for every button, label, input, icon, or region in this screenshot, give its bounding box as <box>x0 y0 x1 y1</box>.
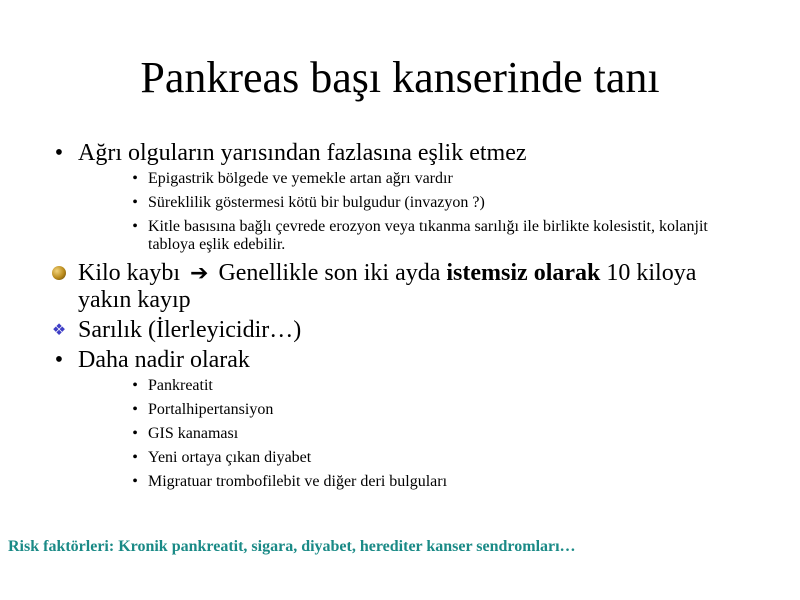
subbullet-dot-icon: • <box>132 194 138 211</box>
bullet-jaundice-text: Sarılık (İlerleyicidir…) <box>78 317 302 343</box>
bullet-rare <box>0 347 800 373</box>
bullet-jaundice <box>0 317 800 343</box>
subbullet-dot-icon: • <box>132 170 138 187</box>
bullet-dot-icon: • <box>54 347 64 373</box>
subbullet-dot-icon: • <box>132 425 138 442</box>
weight-loss-suffix: 10 kiloya yakın kayıp <box>78 260 697 313</box>
subbullet-text: Epigastrik bölgede ve yemekle artan ağrı vardır <box>148 170 453 187</box>
bullet-weight-loss <box>0 260 800 313</box>
subbullet-pain-1 <box>0 170 800 188</box>
subbullet-dot-icon: • <box>132 449 138 466</box>
bullet-rare-text: Daha nadir olarak <box>78 347 250 373</box>
weight-loss-bold: istemsiz olarak <box>446 260 601 286</box>
slide-title: Pankreas başı kanserinde tanı <box>140 53 660 102</box>
subbullet-rare-5 <box>0 473 800 491</box>
subbullet-dot-icon: • <box>132 473 138 490</box>
subbullet-rare-1 <box>0 377 800 395</box>
subbullet-text: GIS kanaması <box>148 425 239 442</box>
subbullet-text: Migratuar trombofilebit ve diğer deri bulguları <box>148 473 448 490</box>
subbullet-rare-4 <box>0 449 800 467</box>
slide-content <box>0 140 800 497</box>
subbullet-dot-icon: • <box>132 401 138 418</box>
subbullet-rare-2 <box>0 401 800 419</box>
subbullet-dot-icon: • <box>132 377 138 394</box>
subbullet-text: Yeni ortaya çıkan diyabet <box>148 449 312 466</box>
bullet-pain <box>0 140 800 166</box>
subbullet-pain-3 <box>0 218 800 254</box>
right-arrow-icon: ➔ <box>190 261 209 286</box>
subbullet-text: Pankreatit <box>148 377 213 394</box>
bullet-pain-text: Ağrı olguların yarısından fazlasına eşlik etmez <box>78 140 527 166</box>
bullet-dot-icon: • <box>54 140 64 166</box>
subbullet-text: Portalhipertansiyon <box>148 401 274 418</box>
subbullet-rare-3 <box>0 425 800 443</box>
weight-loss-prefix: Kilo kaybı <box>78 260 180 286</box>
subbullet-text: Süreklilik göstermesi kötü bir bulgudur (invazyon ?) <box>148 194 485 211</box>
diamond-bullet-icon: ❖ <box>51 320 67 339</box>
subbullet-dot-icon: • <box>132 218 138 235</box>
gold-orb-bullet-icon <box>48 260 70 286</box>
weight-loss-after-arrow: Genellikle son iki ayda <box>218 260 441 286</box>
risk-factors-note: Risk faktörleri: Kronik pankreatit, sigara, diyabet, herediter kanser sendromları… <box>8 538 576 555</box>
subbullet-pain-2 <box>0 194 800 212</box>
subbullet-text: Kitle basısına bağlı çevrede erozyon veya tıkanma sarılığı ile birlikte kolesistit, kolanjit tabloya eşlik edebilir. <box>148 218 708 253</box>
